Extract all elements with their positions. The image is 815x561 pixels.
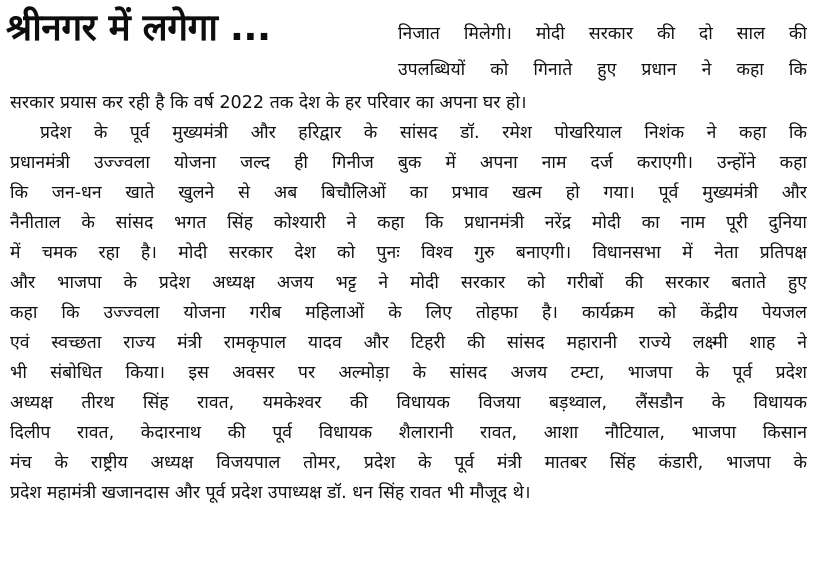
article-line: उपलब्धियों को गिनाते हुए प्रधान ने कहा कि: [398, 60, 807, 80]
article-line: सरकार प्रयास कर रही है कि वर्ष 2022 तक देश के हर परिवार का अपना घर हो।: [10, 93, 527, 113]
article-line: और भाजपा के प्रदेश अध्यक्ष अजय भट्ट ने मोदी सरकार को गरीबों की सरकार बताते हुए: [10, 273, 807, 293]
article-line: प्रधानमंत्री उज्ज्वला योजना जल्द ही गिनीज बुक में अपना नाम दर्ज कराएगी। उन्होंने कहा: [10, 153, 807, 173]
article-line: निजात मिलेगी। मोदी सरकार की दो साल की: [398, 24, 807, 44]
article-line: अध्यक्ष तीरथ सिंह रावत, यमकेश्वर की विधायक विजया बड़थ्वाल, लैंसडौन के विधायक: [10, 393, 807, 413]
article-line: भी संबोधित किया। इस अवसर पर अल्मोड़ा के सांसद अजय टम्टा, भाजपा के पूर्व प्रदेश: [10, 363, 807, 383]
article-line: प्रदेश के पूर्व मुख्यमंत्री और हरिद्वार के सांसद डॉ. रमेश पोखरियाल निशंक ने कहा कि: [40, 123, 807, 143]
article-line: प्रदेश महामंत्री खजानदास और पूर्व प्रदेश उपाध्यक्ष डॉ. धन सिंह रावत भी मौजूद थे।: [10, 483, 531, 503]
article-line: कि जन-धन खाते खुलने से अब बिचौलिओं का प्रभाव खत्म हो गया। पूर्व मुख्यमंत्री और: [10, 183, 807, 203]
article-line: दिलीप रावत, केदारनाथ की पूर्व विधायक शैलारानी रावत, आशा नौटियाल, भाजपा किसान: [10, 423, 807, 443]
article-line: नैनीताल के सांसद भगत सिंह कोश्यारी ने कहा कि प्रधानमंत्री नरेंद्र मोदी का नाम पूरी दुनिया: [10, 213, 807, 233]
article-line: एवं स्वच्छता राज्य मंत्री रामकृपाल यादव और टिहरी की सांसद महारानी राज्ये लक्ष्मी शाह ने: [10, 333, 807, 353]
article-line: कहा कि उज्ज्वला योजना गरीब महिलाओं के लिए तोहफा है। कार्यक्रम को केंद्रीय पेयजल: [10, 303, 807, 323]
article-line: में चमक रहा है। मोदी सरकार देश को पुनः विश्व गुरु बनाएगी। विधानसभा में नेता प्रतिपक्ष: [10, 243, 807, 263]
article-line: मंच के राष्ट्रीय अध्यक्ष विजयपाल तोमर, प्रदेश के पूर्व मंत्री मातबर सिंह कंडारी, भाजपा के: [10, 453, 807, 473]
headline: श्रीनगर में लगेगा ...: [6, 6, 271, 49]
